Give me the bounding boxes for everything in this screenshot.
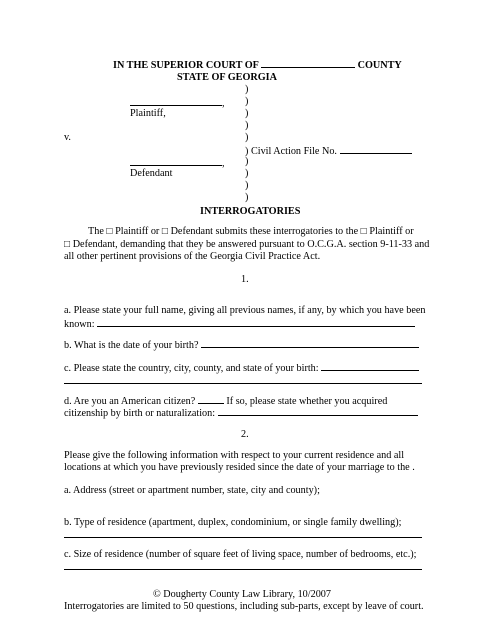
paren: ) xyxy=(245,132,249,143)
court-heading xyxy=(113,58,402,71)
defendant-name-blank[interactable] xyxy=(130,156,222,166)
civil-action-row xyxy=(245,144,412,157)
paren: ) xyxy=(245,180,249,191)
q1d-line-2 xyxy=(64,406,418,419)
q1d-citizen-blank[interactable] xyxy=(198,394,224,404)
q2-intro-line-1: Please give the following information with respect to your current residence and all xyxy=(64,450,405,461)
q1a-line-2 xyxy=(64,317,415,330)
q1b-row xyxy=(64,338,419,351)
q2b-label: b. Type of residence (apartment, duplex, condominium, or single family dwelling); xyxy=(64,517,402,528)
paren: ) xyxy=(245,84,249,95)
footer-limit-note: Interrogatories are limited to 50 questions, including sub-parts, except by leave of court. xyxy=(64,601,424,612)
plaintiff-name-blank[interactable] xyxy=(130,96,222,106)
plaintiff-comma: , xyxy=(222,98,225,109)
q2c-label: c. Size of residence (number of square feet of living space, number of bedrooms, etc.); xyxy=(64,549,417,560)
section-2-number: 2. xyxy=(241,429,249,440)
paren: ) xyxy=(245,108,249,119)
q2a-label: a. Address (street or apartment number, state, city and county); xyxy=(64,485,320,496)
q1c-answer-line-2[interactable] xyxy=(64,383,422,384)
q2c-answer-line[interactable] xyxy=(64,569,422,570)
q1a-line-1: a. Please state your full name, giving all previous names, if any, by which you have been xyxy=(64,305,426,316)
q1d-answer-blank[interactable] xyxy=(218,406,418,416)
state-heading: STATE OF GEORGIA xyxy=(177,72,278,83)
section-1-number: 1. xyxy=(241,274,249,285)
q1b-answer-blank[interactable] xyxy=(201,338,419,348)
q1c-answer-blank[interactable] xyxy=(321,361,419,371)
intro-line-2: □ Defendant, demanding that they be answered pursuant to O.C.G.A. section 9-11-33 and xyxy=(64,239,430,250)
q1c-row xyxy=(64,361,419,374)
q1c-label: c. Please state the country, city, county, and state of your birth: xyxy=(64,363,319,374)
q1d-acquired-label: If so, please state whether you acquired xyxy=(226,396,388,407)
paren: ) xyxy=(245,156,249,167)
q1d-naturalization-label: citizenship by birth or naturalization: xyxy=(64,408,216,419)
footer-copyright: © Dougherty County Law Library, 10/2007 xyxy=(153,589,331,600)
q1a-answer-blank[interactable] xyxy=(97,317,415,327)
intro-line-1: The □ Plaintiff or □ Defendant submits these interrogatories to the □ Plaintiff or xyxy=(88,226,414,237)
paren: ) xyxy=(245,120,249,131)
defendant-comma: , xyxy=(222,158,225,169)
q1b-label: b. What is the date of your birth? xyxy=(64,340,199,351)
paren: ) xyxy=(245,96,249,107)
versus-label: v. xyxy=(64,132,71,143)
intro-line-3: all other pertinent provisions of the Georgia Civil Practice Act. xyxy=(64,251,321,262)
q1a-known-label: known: xyxy=(64,319,95,330)
county-blank[interactable] xyxy=(261,58,355,68)
court-prefix: IN THE SUPERIOR COURT OF xyxy=(113,60,259,71)
paren: ) xyxy=(245,192,249,203)
plaintiff-label: Plaintiff, xyxy=(130,108,166,119)
civil-action-label: ) Civil Action File No. xyxy=(245,146,337,157)
q1d-citizen-label: d. Are you an American citizen? xyxy=(64,396,196,407)
q2-intro-line-2: locations at which you have previously resided since the date of your marriage to the . xyxy=(64,462,415,473)
county-suffix: COUNTY xyxy=(357,60,402,71)
q2b-answer-line[interactable] xyxy=(64,537,422,538)
civil-action-blank[interactable] xyxy=(340,144,412,154)
defendant-label: Defendant xyxy=(130,168,173,179)
paren: ) xyxy=(245,168,249,179)
document-title: INTERROGATORIES xyxy=(200,206,301,217)
